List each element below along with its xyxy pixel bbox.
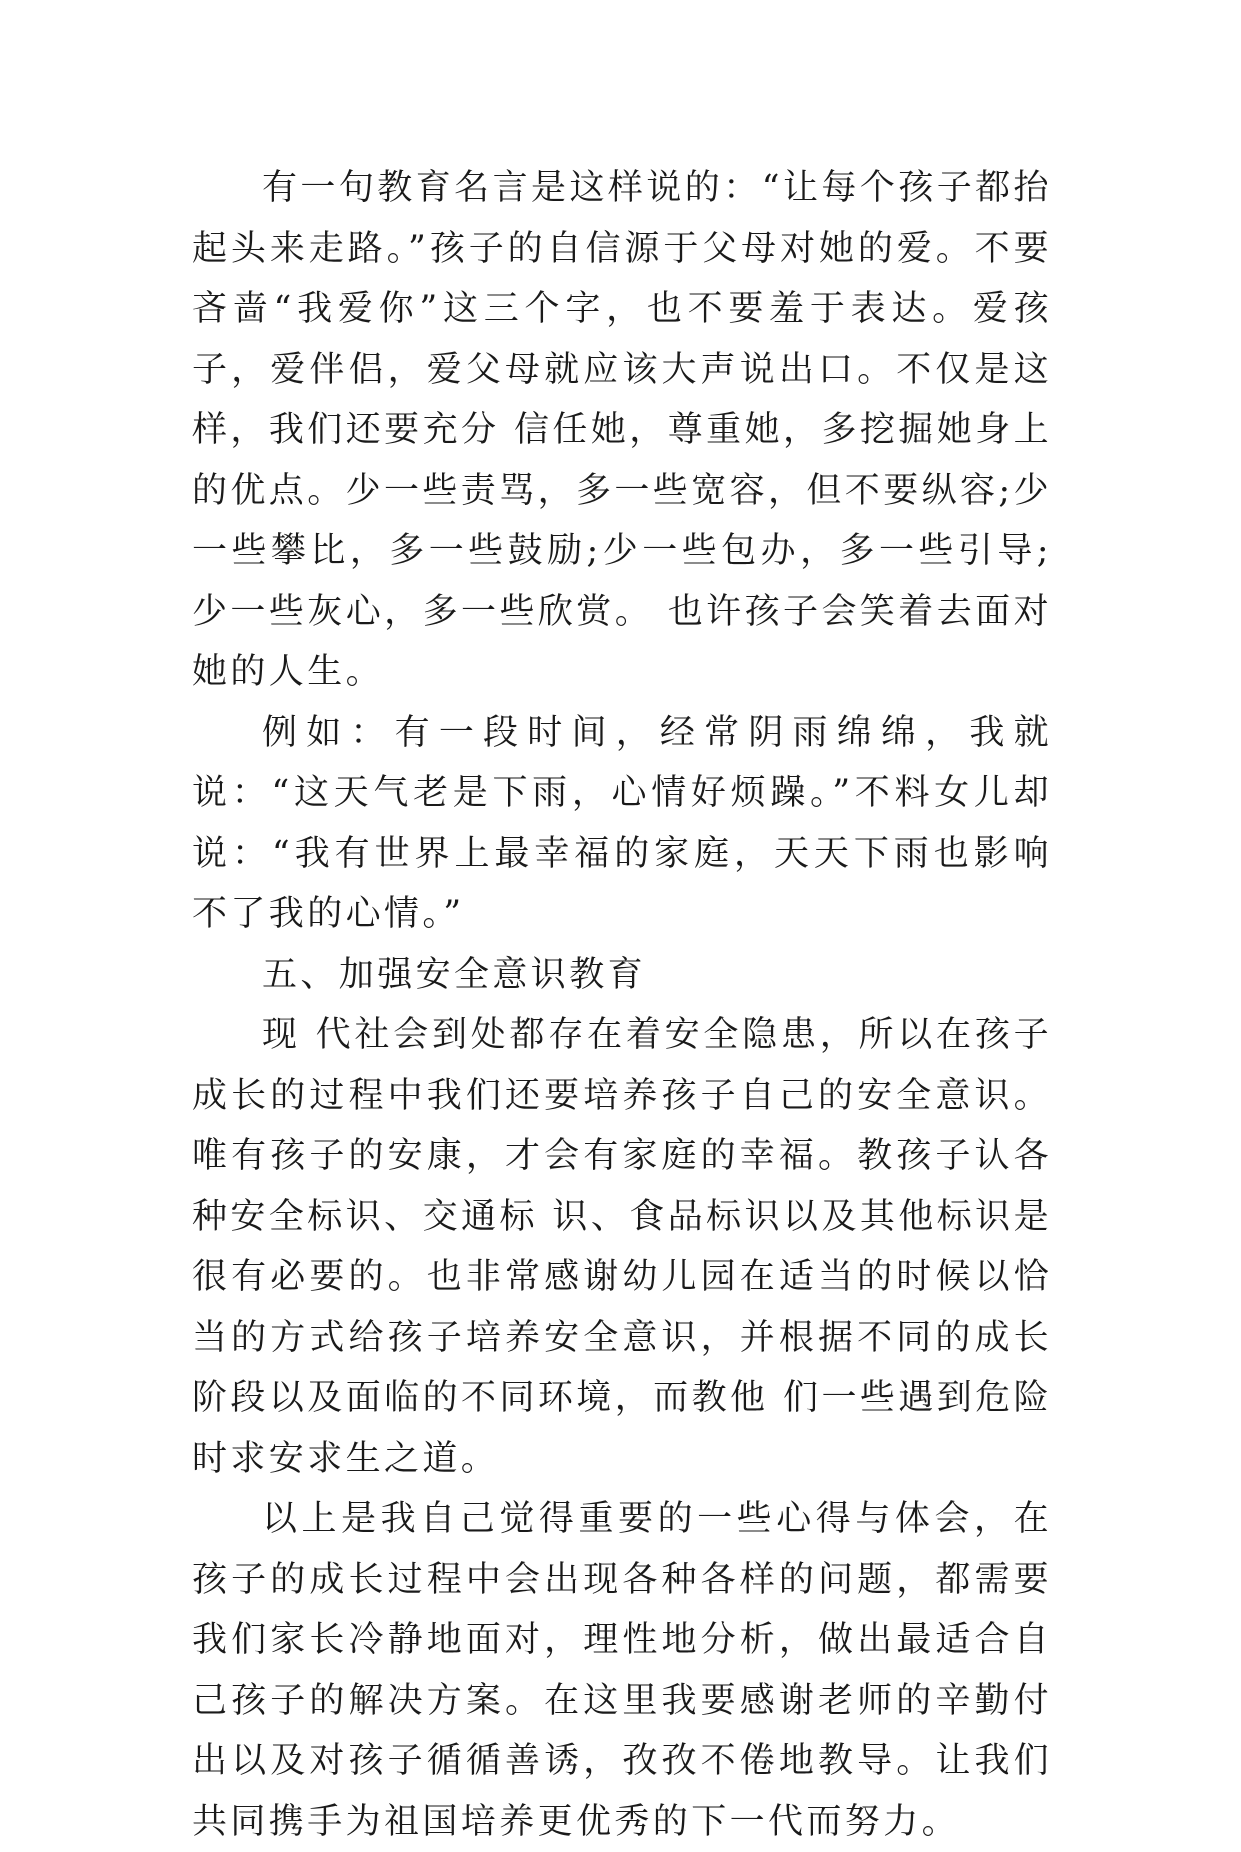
paragraph-safety: 现 代社会到处都存在着安全隐患，所以在孩子成长的过程中我们还要培养孩子自己的安全意识。唯有孩子的安康，才会有家庭的幸福。教孩子认各种安全标识、交通标 识、食品标识以及其他标识是很有必要的。也非常感谢幼儿园在适当的时候以恰当的方式给孩子培养安全意识，并根据不同的成长阶段以及面临的不同环境，而教他 们一些遇到危险时求安求生之道。 (192, 1015, 1052, 1479)
paragraph-example: 例如：有一段时间，经常阴雨绵绵，我就说：“这天气老是下雨，心情好烦躁。”不料女儿却说：“我有世界上最幸福的家庭，天天下雨也影响不了我的心情。” (192, 712, 1052, 934)
paragraph-confidence: 有一句教育名言是这样说的：“让每个孩子都抬起头来走路。”孩子的自信源于父母对她的爱。不要吝啬“我爱你”这三个字，也不要羞于表达。爱孩子，爱伴侣，爱父母就应该大声说出口。不仅是这样，我们还要充分 信任她，尊重她，多挖掘她身上的优点。少一些责骂，多一些宽容，但不要纵容;少一些攀比，多一些鼓励;少一些包办，多一些引导;少一些灰心，多一些欣赏。 也许孩子会笑着去面对她的人生。 (192, 168, 1052, 692)
document-body (192, 158, 1052, 1852)
paragraph-conclusion: 以上是我自己觉得重要的一些心得与体会，在孩子的成长过程中会出现各种各样的问题，都需要我们家长冷静地面对，理性地分析，做出最适合自己孩子的解决方案。在这里我要感谢老师的辛勤付出以及对孩子循循善诱，孜孜不倦地教导。让我们共同携手为祖国培养更优秀的下一代而努力。 (192, 1499, 1052, 1842)
section-heading-safety: 五、加强安全意识教育 (262, 954, 647, 995)
